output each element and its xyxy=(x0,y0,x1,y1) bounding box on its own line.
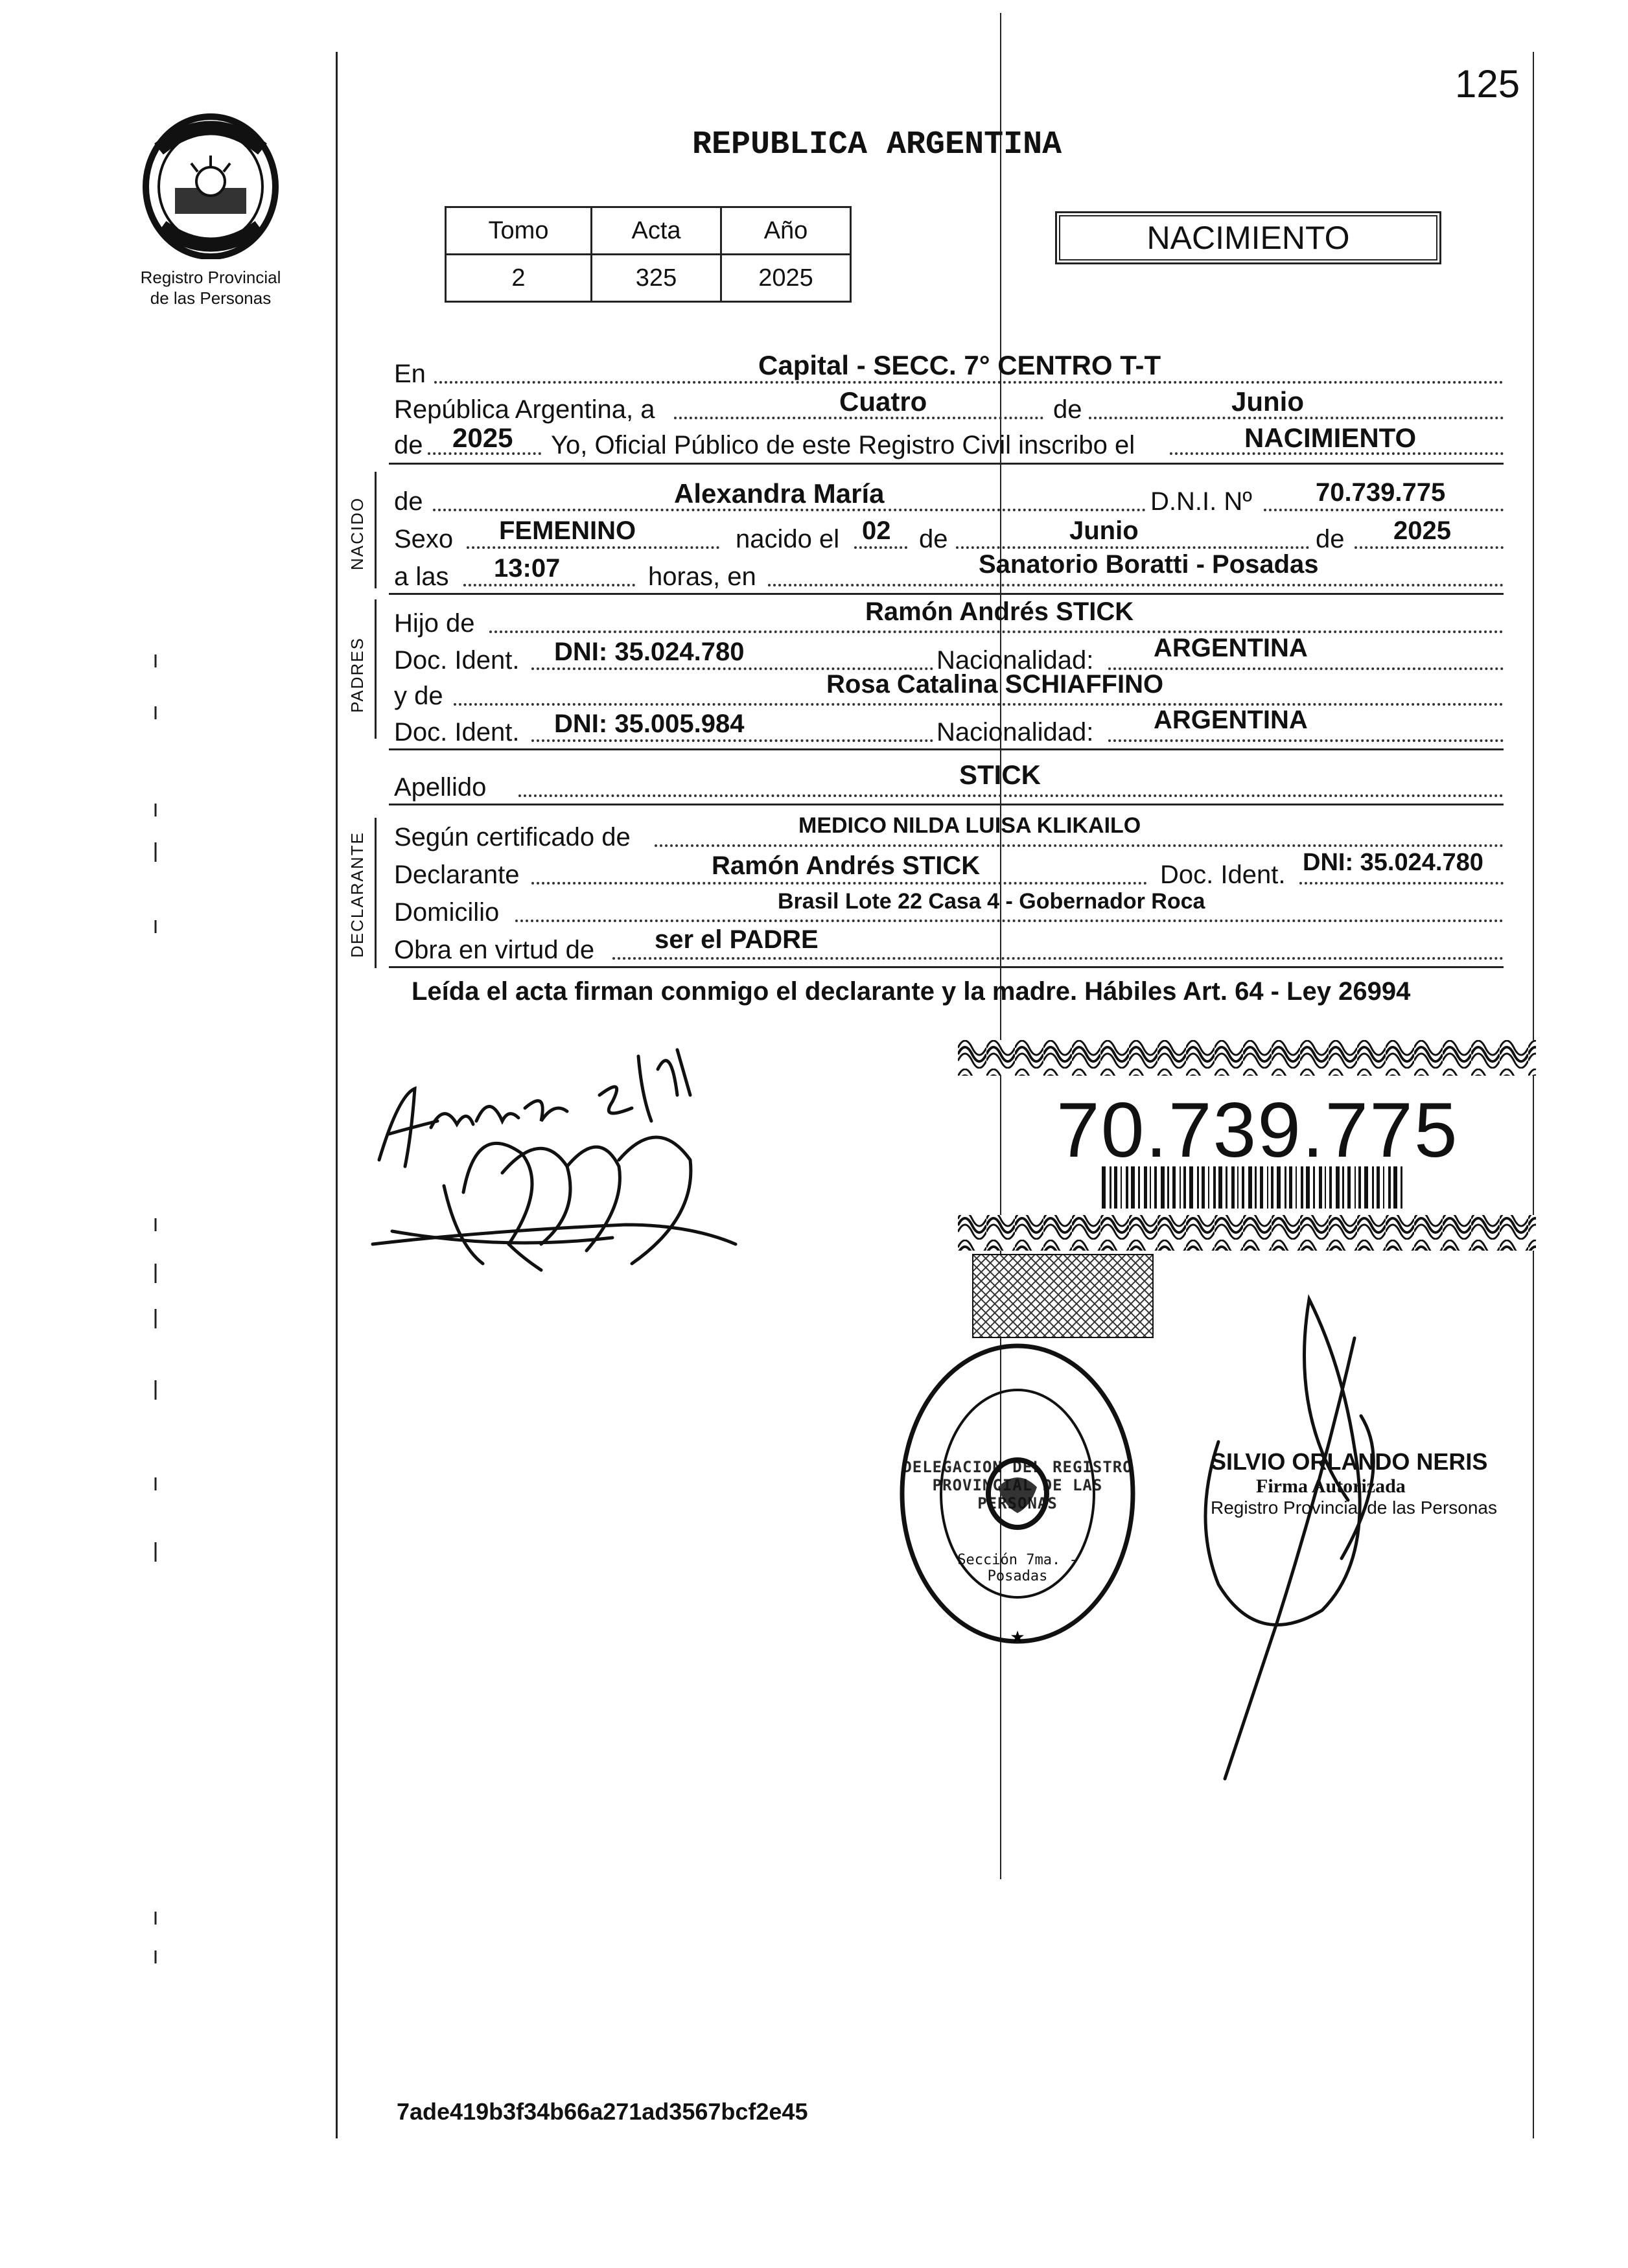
domicilio-label: Domicilio xyxy=(394,898,500,927)
registry-caption-line2: de las Personas xyxy=(150,288,272,308)
horas-label: horas, en xyxy=(648,562,756,591)
father-nac-dots xyxy=(1108,667,1504,670)
mother-name: Rosa Catalina SCHIAFFINO xyxy=(826,670,1164,699)
inscribe-value: NACIMIENTO xyxy=(1244,422,1417,453)
section-padres: PADRES xyxy=(347,637,367,713)
segun-dots xyxy=(655,844,1504,847)
nacido-el-label: nacido el xyxy=(736,525,840,553)
record-value-ano: 2025 xyxy=(721,255,851,302)
year: 2025 xyxy=(452,422,513,453)
footer-hash: 7ade419b3f34b66a271ad3567bcf2e45 xyxy=(397,2098,808,2125)
father-name: Ramón Andrés STICK xyxy=(865,597,1134,626)
officer-block xyxy=(1211,1448,1548,1518)
declarante-bar xyxy=(375,818,377,968)
record-header-acta: Acta xyxy=(592,207,721,255)
mother-nac-label: Nacionalidad: xyxy=(936,718,1094,746)
record-header-tomo: Tomo xyxy=(446,207,592,255)
officer-title: Firma Autorizada xyxy=(1256,1475,1406,1497)
nacido-de-label-2: de xyxy=(919,525,948,553)
declarante-label: Declarante xyxy=(394,861,520,889)
time-dots xyxy=(463,584,635,586)
sexo-dots xyxy=(467,546,719,549)
y-de-label: y de xyxy=(394,682,443,710)
apellido-label: Apellido xyxy=(394,773,487,802)
child-dni: 70.739.775 xyxy=(1316,478,1446,507)
section-declarante: DECLARANTE xyxy=(347,831,367,958)
mother-nationality: ARGENTINA xyxy=(1154,706,1308,734)
segun-label: Según certificado de xyxy=(394,823,631,851)
record-value-acta: 325 xyxy=(592,255,721,302)
page-number: 125 xyxy=(1455,62,1520,106)
dni-dots xyxy=(1264,509,1504,511)
father-nac-label: Nacionalidad: xyxy=(936,646,1094,675)
declarante-name: Ramón Andrés STICK xyxy=(712,851,981,880)
birth-day: 02 xyxy=(862,516,891,545)
sexo-label: Sexo xyxy=(394,525,454,553)
svg-text:★: ★ xyxy=(1010,1628,1025,1647)
birth-time: 13:07 xyxy=(494,554,561,583)
de-label-2: de xyxy=(394,431,423,459)
declarante-dots xyxy=(531,882,1147,885)
declarante-underline xyxy=(389,966,1504,968)
officer-signature xyxy=(1180,1286,1452,1792)
domicilio: Brasil Lote 22 Casa 4 - Gobernador Roca xyxy=(778,889,1205,914)
apellido-value: STICK xyxy=(959,759,1041,790)
mother-doc: DNI: 35.005.984 xyxy=(554,710,745,738)
sticker-number: 70.739.775 xyxy=(1056,1087,1459,1174)
birth-place: Sanatorio Boratti - Posadas xyxy=(979,550,1319,579)
declarante-doc-label: Doc. Ident. xyxy=(1160,861,1286,889)
hijo-de-label: Hijo de xyxy=(394,609,475,638)
nacido-de-label: de xyxy=(394,487,423,516)
declarante-doc: DNI: 35.024.780 xyxy=(1303,849,1483,876)
record-value-tomo: 2 xyxy=(446,255,592,302)
nacido-de-label-3: de xyxy=(1316,525,1345,553)
birth-month-dots xyxy=(956,546,1309,549)
mother-doc-dots xyxy=(531,739,933,742)
certificado: MEDICO NILDA LUISA KLIKAILO xyxy=(798,813,1141,838)
stamp-inner-text: Sección 7ma. - Posadas xyxy=(957,1552,1078,1584)
left-margin-line xyxy=(336,52,338,2138)
apellido-underline xyxy=(389,804,1504,805)
closing-text: Leída el acta firman conmigo el declarante y la madre. Hábiles Art. 64 - Ley 26994 xyxy=(412,977,1411,1006)
margin-marks xyxy=(152,648,159,2009)
child-name: Alexandra María xyxy=(674,478,885,509)
stamp-outer-text: DELEGACION DEL REGISTRO PROVINCIAL DE LAS PERSONAS xyxy=(902,1458,1133,1512)
dni-label: D.N.I. Nº xyxy=(1150,487,1252,516)
record-type: NACIMIENTO xyxy=(1146,220,1350,256)
preamble-underline xyxy=(389,463,1504,465)
officer-name: SILVIO ORLANDO NERIS xyxy=(1211,1448,1488,1475)
section-nacido: NACIDO xyxy=(347,496,367,570)
father-dots xyxy=(489,631,1504,633)
en-value: Capital - SECC. 7° CENTRO T-T xyxy=(758,350,1161,380)
declarante-doc-dots xyxy=(1299,882,1504,885)
nacido-bar xyxy=(375,472,377,588)
birth-month: Junio xyxy=(1069,516,1139,545)
birth-year-dots xyxy=(1355,546,1504,549)
declarant-signature xyxy=(353,1030,807,1302)
birth-day-dots xyxy=(854,546,907,549)
place-dots xyxy=(768,584,1504,586)
de-label-1: de xyxy=(1053,395,1082,424)
en-label: En xyxy=(394,360,426,388)
registry-caption-line1: Registro Provincial xyxy=(140,268,281,287)
father-doc-label: Doc. Ident. xyxy=(394,646,520,675)
mother-dots xyxy=(454,703,1504,706)
oficial-text: Yo, Oficial Público de este Registro Civil inscribo el xyxy=(551,431,1135,459)
nacido-underline xyxy=(389,593,1504,595)
mother-nac-dots xyxy=(1108,739,1504,742)
padres-bar xyxy=(375,599,377,739)
record-table xyxy=(445,206,852,303)
sexo: FEMENINO xyxy=(499,516,636,545)
apellido-dots xyxy=(518,794,1504,797)
obra-dots xyxy=(612,957,1504,960)
father-nationality: ARGENTINA xyxy=(1154,634,1308,662)
obra-label: Obra en virtud de xyxy=(394,936,595,964)
sticker-mesh xyxy=(972,1254,1154,1338)
country-title: REPUBLICA ARGENTINA xyxy=(692,126,1062,163)
birth-year: 2025 xyxy=(1393,516,1451,545)
registry-stamp xyxy=(894,1338,1141,1649)
en-dots xyxy=(434,381,1504,384)
month: Junio xyxy=(1231,386,1304,417)
obra: ser el PADRE xyxy=(655,925,819,954)
father-doc: DNI: 35.024.780 xyxy=(554,638,745,666)
padres-underline xyxy=(389,748,1504,750)
a-las-label: a las xyxy=(394,562,449,591)
record-type-box xyxy=(1055,211,1441,264)
domicilio-dots xyxy=(515,920,1504,922)
record-header-ano: Año xyxy=(721,207,851,255)
republica-label: República Argentina, a xyxy=(394,395,655,424)
officer-office: Registro Provincial de las Personas xyxy=(1211,1498,1497,1518)
registry-caption xyxy=(104,267,318,308)
registry-seal-logo xyxy=(136,110,285,259)
day-word: Cuatro xyxy=(839,386,927,417)
mother-doc-label: Doc. Ident. xyxy=(394,718,520,746)
